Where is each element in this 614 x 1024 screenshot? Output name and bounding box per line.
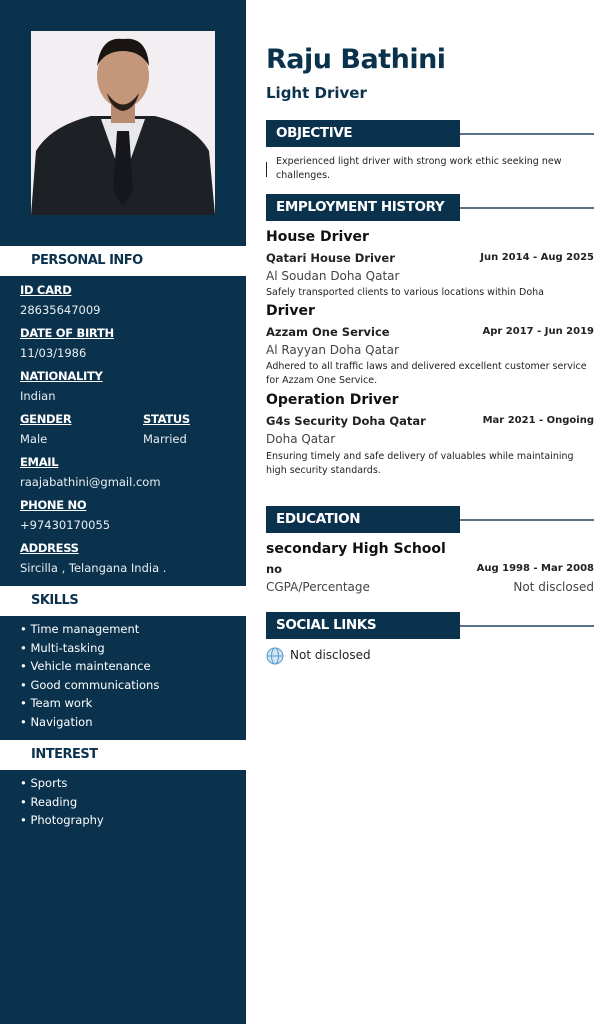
list-item: • Good communications xyxy=(20,678,159,697)
gender-value: Male xyxy=(20,432,48,446)
job-title: House Driver xyxy=(266,229,369,245)
job-location: Al Rayyan Doha Qatar xyxy=(266,343,399,357)
job-company: G4s Security Doha Qatar xyxy=(266,414,426,428)
address-label: ADDRESS xyxy=(20,541,79,555)
list-item: • Vehicle maintenance xyxy=(20,659,159,678)
divider xyxy=(460,625,594,627)
job-description: Ensuring timely and safe delivery of valuables while maintaining high security standards. xyxy=(266,451,574,476)
objective-section-header xyxy=(266,120,594,147)
email-value[interactable]: raajabathini@gmail.com xyxy=(20,475,161,489)
profile-photo xyxy=(31,31,215,215)
job-title: Operation Driver xyxy=(266,392,399,408)
divider xyxy=(460,207,594,209)
degree: no xyxy=(266,562,283,576)
social-section-header xyxy=(266,612,594,639)
job-title: Driver xyxy=(266,303,315,319)
list-item: • Team work xyxy=(20,696,159,715)
employment-section-header xyxy=(266,194,594,221)
job-location: Doha Qatar xyxy=(266,432,336,446)
dob-value: 11/03/1986 xyxy=(20,346,87,360)
personal-info-heading: PERSONAL INFO xyxy=(0,246,246,276)
address-value: Sircilla , Telangana India . xyxy=(20,561,167,575)
status-value: Married xyxy=(143,432,187,446)
nationality-label: NATIONALITY xyxy=(20,369,103,383)
job-dates: Jun 2014 - Aug 2025 xyxy=(480,252,594,263)
id-card-label: ID CARD xyxy=(20,283,72,297)
job-company: Azzam One Service xyxy=(266,325,390,339)
sidebar xyxy=(0,0,246,1024)
divider xyxy=(460,519,594,521)
job-location: Al Soudan Doha Qatar xyxy=(266,269,400,283)
objective-text: Experienced light driver with strong work ethic seeking new challenges. xyxy=(276,156,562,181)
phone-value: +97430170055 xyxy=(20,518,111,532)
interest-list xyxy=(20,776,104,832)
social-heading: SOCIAL LINKS xyxy=(266,612,460,639)
list-item: • Sports xyxy=(20,776,104,795)
job-dates: Mar 2021 - Ongoing xyxy=(482,415,594,426)
school-name: secondary High School xyxy=(266,541,446,557)
job-description: Adhered to all traffic laws and delivered excellent customer service for Azzam One Service. xyxy=(266,361,587,386)
dob-label: DATE OF BIRTH xyxy=(20,326,114,340)
grade-label: CGPA/Percentage xyxy=(266,580,370,594)
gender-label: GENDER xyxy=(20,412,72,426)
divider xyxy=(460,133,594,135)
id-card-value: 28635647009 xyxy=(20,303,101,317)
email-label: EMAIL xyxy=(20,455,59,469)
education-heading: EDUCATION xyxy=(266,506,460,533)
grade-value: Not disclosed xyxy=(513,580,594,594)
phone-label: PHONE NO xyxy=(20,498,87,512)
candidate-name: Raju Bathini xyxy=(266,44,446,75)
employment-heading: EMPLOYMENT HISTORY xyxy=(266,194,460,221)
education-section-header xyxy=(266,506,594,533)
social-links-text: Not disclosed xyxy=(290,648,371,662)
job-description: Safely transported clients to various locations within Doha xyxy=(266,287,544,298)
list-item: • Time management xyxy=(20,622,159,641)
list-item: • Navigation xyxy=(20,715,159,734)
objective-bar xyxy=(266,162,267,177)
job-dates: Apr 2017 - Jun 2019 xyxy=(482,326,594,337)
skills-heading: SKILLS xyxy=(0,586,246,616)
list-item: • Reading xyxy=(20,795,104,814)
education-dates: Aug 1998 - Mar 2008 xyxy=(476,563,594,574)
globe-icon xyxy=(266,647,284,665)
list-item: • Multi-tasking xyxy=(20,641,159,660)
list-item: • Photography xyxy=(20,813,104,832)
job-company: Qatari House Driver xyxy=(266,251,395,265)
candidate-title: Light Driver xyxy=(266,84,367,102)
status-label: STATUS xyxy=(143,412,190,426)
objective-heading: OBJECTIVE xyxy=(266,120,460,147)
interest-heading: INTEREST xyxy=(0,740,246,770)
skills-list xyxy=(20,622,159,733)
nationality-value: Indian xyxy=(20,389,56,403)
